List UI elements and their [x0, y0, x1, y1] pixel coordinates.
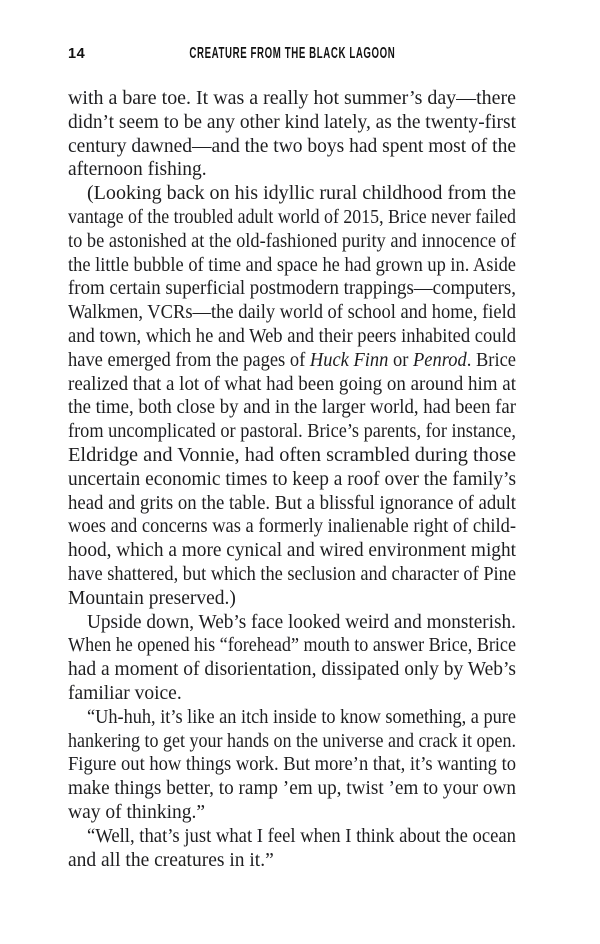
text-line [68, 563, 516, 587]
running-header [68, 46, 516, 62]
text-line [68, 658, 516, 682]
text-line [68, 325, 516, 349]
text-line-content: from uncomplicated or pastoral. Brice’s parents, for instance, [68, 421, 516, 443]
text-line [68, 444, 516, 468]
text-line-content: hankering to get your hands on the universe and crack it open. [68, 730, 516, 752]
text-line-content: to be astonished at the old-fashioned purity and innocence of [68, 230, 516, 252]
text-line-content: with a bare toe. It was a really hot summer’s day—there [68, 88, 516, 109]
page-number: 14 [68, 46, 86, 62]
text-line-content: “Uh-huh, it’s like an itch inside to know something, a pure [87, 706, 516, 728]
text-line-content: from certain superficial postmodern trappings—computers, [68, 278, 516, 300]
text-line [68, 753, 516, 777]
text-line [68, 801, 516, 825]
text-line [68, 182, 516, 206]
running-title: CREATURE FROM THE BLACK LAGOON [188, 45, 395, 62]
text-line [68, 706, 516, 730]
text-line [68, 849, 516, 873]
text-line-content: realized that a lot of what had been going on around him at [68, 373, 516, 395]
text-line [68, 277, 516, 301]
text-line-content: hood, which a more cynical and wired environment might [68, 540, 516, 562]
text-line [68, 396, 516, 420]
text-line [68, 111, 516, 135]
text-line-content: afternoon fishing. [68, 159, 207, 181]
text-line-content: and all the creatures in it.” [68, 849, 274, 871]
text-line [68, 730, 516, 754]
text-line [68, 135, 516, 159]
text-line-content: Mountain preserved.) [68, 587, 236, 609]
text-line-content: woes and concerns was a formerly inalienable right of child- [68, 516, 516, 538]
text-line-content: and town, which he and Web and their peers inhabited could [68, 325, 516, 347]
text-line [68, 825, 516, 849]
text-line [68, 230, 516, 254]
text-line [68, 87, 516, 111]
italic-span: Huck Finn [309, 349, 389, 371]
text-line [68, 468, 516, 492]
text-line-content: When he opened his “forehead” mouth to answer Brice, Brice [68, 635, 516, 657]
text-line-content: (Looking back on his idyllic rural childhood from the [87, 183, 516, 205]
text-line-content: the little bubble of time and space he had grown up in. Aside [68, 254, 516, 276]
text-line [68, 158, 516, 182]
text-line [68, 777, 516, 801]
text-line [68, 634, 516, 658]
text-line-content: have shattered, but which the seclusion and character of Pine [68, 563, 516, 585]
text-line [68, 539, 516, 563]
text-line-content: didn’t seem to be any other kind lately, as the twenty-first [68, 111, 516, 133]
text-line [68, 301, 516, 325]
text-line [68, 420, 516, 444]
text-line [68, 587, 516, 611]
text-line [68, 682, 516, 706]
text-line-content: Upside down, Web’s face looked weird and monsterish. [87, 611, 516, 633]
text-line-content: “Well, that’s just what I feel when I think about the ocean [87, 825, 516, 847]
text-line [68, 254, 516, 278]
text-line-content: Figure out how things work. But more’n that, it’s wanting to [68, 754, 516, 776]
text-line [68, 373, 516, 397]
text-line-content: familiar voice. [68, 682, 182, 704]
text-line [68, 349, 516, 373]
text-line-content: Walkmen, VCRs—the daily world of school and home, field [68, 302, 516, 324]
text-line-content: have emerged from the pages of Huck Finn or Penrod. Brice [68, 349, 516, 371]
text-line-content: uncertain economic times to keep a roof over the family’s [68, 468, 516, 490]
page-body [68, 87, 516, 872]
text-line-content: head and grits on the table. But a blissful ignorance of adult [68, 492, 516, 514]
text-line-content: way of thinking.” [68, 801, 206, 823]
italic-span: Penrod [413, 349, 467, 371]
text-line [68, 515, 516, 539]
text-line-content: had a moment of disorientation, dissipated only by Web’s [68, 659, 516, 681]
text-line-content: make things better, to ramp ’em up, twist ’em to your own [68, 778, 516, 800]
text-line-content: century dawned—and the two boys had spent most of the [68, 135, 516, 157]
text-line [68, 611, 516, 635]
text-line-content: vantage of the troubled adult world of 2015, Brice never failed [68, 206, 516, 228]
text-line-content: the time, both close by and in the larger world, had been far [68, 397, 516, 419]
text-line [68, 206, 516, 230]
text-line-content: Eldridge and Vonnie, had often scrambled during those [68, 444, 516, 466]
text-line [68, 492, 516, 516]
